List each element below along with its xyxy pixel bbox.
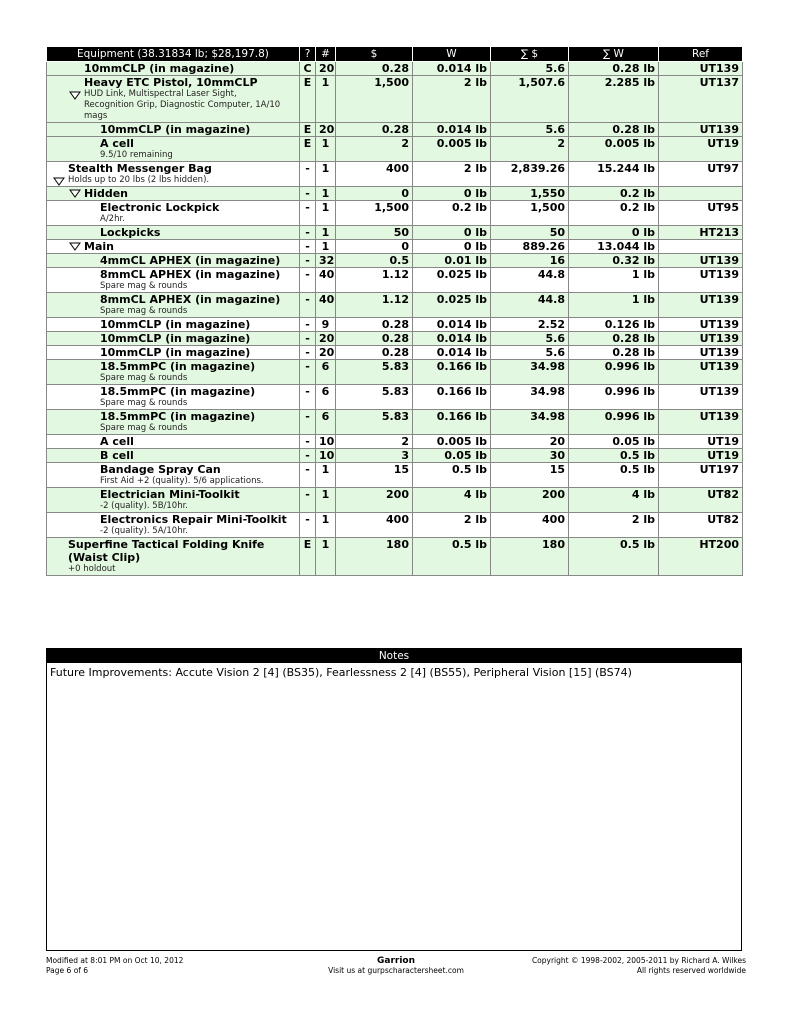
table-row[interactable] bbox=[47, 226, 743, 240]
item-weight: 0.005 lb bbox=[413, 435, 491, 449]
item-cost: 2 bbox=[336, 435, 413, 449]
item-reference bbox=[659, 240, 743, 254]
notes-header: Notes bbox=[47, 649, 741, 663]
item-weight: 0.05 lb bbox=[413, 449, 491, 463]
item-description-cell bbox=[47, 318, 300, 332]
item-notes: Spare mag & rounds bbox=[100, 398, 188, 408]
item-quantity: 1 bbox=[316, 463, 336, 488]
item-name: Electronics Repair Mini-Toolkit bbox=[100, 513, 287, 526]
item-extended-cost: 5.6 bbox=[491, 346, 569, 360]
col-header-quantity: # bbox=[316, 47, 336, 62]
item-weight: 0 lb bbox=[413, 240, 491, 254]
item-extended-cost: 5.6 bbox=[491, 62, 569, 76]
table-row[interactable] bbox=[47, 123, 743, 137]
item-name: A cell bbox=[100, 137, 134, 150]
item-extended-cost: 200 bbox=[491, 488, 569, 513]
item-extended-weight: 0.996 lb bbox=[569, 360, 659, 385]
item-quantity: 20 bbox=[316, 62, 336, 76]
item-notes: A/2hr. bbox=[100, 214, 125, 224]
item-description-cell bbox=[47, 137, 300, 162]
item-description-cell bbox=[47, 254, 300, 268]
item-weight: 0.166 lb bbox=[413, 410, 491, 435]
item-weight: 0 lb bbox=[413, 226, 491, 240]
item-extended-weight: 1 lb bbox=[569, 293, 659, 318]
item-description-cell bbox=[47, 410, 300, 435]
col-header-extended-weight: ∑ W bbox=[569, 47, 659, 62]
item-weight: 0.166 lb bbox=[413, 360, 491, 385]
item-cost: 1.12 bbox=[336, 293, 413, 318]
item-reference: UT139 bbox=[659, 346, 743, 360]
table-row[interactable] bbox=[47, 488, 743, 513]
item-extended-weight: 0.996 lb bbox=[569, 410, 659, 435]
item-extended-weight: 0.28 lb bbox=[569, 123, 659, 137]
item-weight: 0.014 lb bbox=[413, 346, 491, 360]
table-row[interactable] bbox=[47, 162, 743, 187]
item-extended-cost: 44.8 bbox=[491, 293, 569, 318]
item-notes: HUD Link, Multispectral Laser Sight, bbox=[84, 89, 237, 99]
item-description-cell bbox=[47, 449, 300, 463]
item-cost: 0.28 bbox=[336, 332, 413, 346]
item-cost: 1,500 bbox=[336, 201, 413, 226]
item-description-cell bbox=[47, 538, 300, 576]
item-notes: Holds up to 20 lbs (2 lbs hidden). bbox=[68, 175, 210, 185]
item-name: Main bbox=[84, 240, 114, 253]
item-reference: UT139 bbox=[659, 360, 743, 385]
item-location: - bbox=[300, 162, 316, 187]
item-extended-weight: 0 lb bbox=[569, 226, 659, 240]
item-description-cell bbox=[47, 62, 300, 76]
item-location: - bbox=[300, 435, 316, 449]
item-description-cell bbox=[47, 346, 300, 360]
item-location: - bbox=[300, 360, 316, 385]
item-extended-weight: 0.5 lb bbox=[569, 449, 659, 463]
item-notes: mags bbox=[84, 111, 108, 121]
item-extended-weight: 2 lb bbox=[569, 513, 659, 538]
table-row[interactable] bbox=[47, 538, 743, 576]
item-name: A cell bbox=[100, 435, 134, 448]
item-location: - bbox=[300, 187, 316, 201]
item-cost: 400 bbox=[336, 162, 413, 187]
table-row[interactable] bbox=[47, 240, 743, 254]
item-quantity: 1 bbox=[316, 201, 336, 226]
item-location: - bbox=[300, 254, 316, 268]
item-location: C bbox=[300, 62, 316, 76]
item-weight: 2 lb bbox=[413, 513, 491, 538]
table-row[interactable] bbox=[47, 76, 743, 123]
table-row[interactable] bbox=[47, 360, 743, 385]
item-name: 8mmCL APHEX (in magazine) bbox=[100, 268, 281, 281]
col-header-extended-cost: ∑ $ bbox=[491, 47, 569, 62]
table-row[interactable] bbox=[47, 513, 743, 538]
item-extended-cost: 1,550 bbox=[491, 187, 569, 201]
item-name: 10mmCLP (in magazine) bbox=[84, 62, 235, 75]
item-cost: 0.28 bbox=[336, 123, 413, 137]
item-extended-weight: 0.05 lb bbox=[569, 435, 659, 449]
item-extended-weight: 0.2 lb bbox=[569, 187, 659, 201]
item-description-cell bbox=[47, 187, 300, 201]
item-location: - bbox=[300, 226, 316, 240]
item-reference: UT82 bbox=[659, 513, 743, 538]
item-quantity: 20 bbox=[316, 346, 336, 360]
item-description-cell bbox=[47, 293, 300, 318]
item-name: Bandage Spray Can bbox=[100, 463, 221, 476]
table-row[interactable] bbox=[47, 346, 743, 360]
item-description-cell bbox=[47, 226, 300, 240]
disclosure-triangle-icon[interactable] bbox=[69, 91, 81, 100]
item-cost: 1,500 bbox=[336, 76, 413, 123]
item-extended-weight: 2.285 lb bbox=[569, 76, 659, 123]
item-cost: 400 bbox=[336, 513, 413, 538]
item-notes: Spare mag & rounds bbox=[100, 306, 188, 316]
item-weight: 0.014 lb bbox=[413, 318, 491, 332]
table-row[interactable] bbox=[47, 187, 743, 201]
item-extended-weight: 0.28 lb bbox=[569, 332, 659, 346]
item-location: E bbox=[300, 137, 316, 162]
item-location: - bbox=[300, 463, 316, 488]
table-row[interactable] bbox=[47, 293, 743, 318]
item-extended-cost: 34.98 bbox=[491, 360, 569, 385]
item-extended-weight: 15.244 lb bbox=[569, 162, 659, 187]
item-weight: 0.5 lb bbox=[413, 463, 491, 488]
item-quantity: 1 bbox=[316, 162, 336, 187]
item-location: - bbox=[300, 410, 316, 435]
item-extended-cost: 34.98 bbox=[491, 385, 569, 410]
item-location: E bbox=[300, 538, 316, 576]
col-header-location: ? bbox=[300, 47, 316, 62]
item-name: Lockpicks bbox=[100, 226, 161, 239]
item-notes: Spare mag & rounds bbox=[100, 373, 188, 383]
item-weight: 0.01 lb bbox=[413, 254, 491, 268]
item-quantity: 6 bbox=[316, 360, 336, 385]
item-cost: 5.83 bbox=[336, 410, 413, 435]
item-extended-weight: 0.126 lb bbox=[569, 318, 659, 332]
item-description-cell bbox=[47, 162, 300, 187]
item-cost: 0.28 bbox=[336, 346, 413, 360]
item-cost: 200 bbox=[336, 488, 413, 513]
item-name: Electrician Mini-Toolkit bbox=[100, 488, 240, 501]
notes-section bbox=[46, 648, 742, 951]
item-quantity: 32 bbox=[316, 254, 336, 268]
item-quantity: 20 bbox=[316, 123, 336, 137]
item-cost: 180 bbox=[336, 538, 413, 576]
item-name: 10mmCLP (in magazine) bbox=[100, 332, 251, 345]
item-quantity: 1 bbox=[316, 76, 336, 123]
item-description-cell bbox=[47, 123, 300, 137]
item-weight: 0.014 lb bbox=[413, 332, 491, 346]
item-description-cell bbox=[47, 332, 300, 346]
table-row[interactable] bbox=[47, 254, 743, 268]
item-description-cell bbox=[47, 435, 300, 449]
item-description-cell bbox=[47, 360, 300, 385]
item-extended-cost: 20 bbox=[491, 435, 569, 449]
item-extended-weight: 0.28 lb bbox=[569, 346, 659, 360]
item-quantity: 20 bbox=[316, 332, 336, 346]
equipment-section bbox=[46, 46, 742, 576]
page-number: Page 6 of 6 bbox=[46, 966, 89, 975]
item-cost: 15 bbox=[336, 463, 413, 488]
item-weight: 0.2 lb bbox=[413, 201, 491, 226]
item-name: B cell bbox=[100, 449, 134, 462]
item-location: - bbox=[300, 488, 316, 513]
item-location: - bbox=[300, 268, 316, 293]
table-row[interactable] bbox=[47, 137, 743, 162]
item-reference: UT19 bbox=[659, 435, 743, 449]
table-row[interactable] bbox=[47, 318, 743, 332]
item-extended-weight: 0.2 lb bbox=[569, 201, 659, 226]
item-extended-weight: 0.28 lb bbox=[569, 62, 659, 76]
item-quantity: 1 bbox=[316, 513, 336, 538]
item-name: 18.5mmPC (in magazine) bbox=[100, 410, 256, 423]
item-name: 18.5mmPC (in magazine) bbox=[100, 385, 256, 398]
table-row[interactable] bbox=[47, 435, 743, 449]
item-extended-weight: 4 lb bbox=[569, 488, 659, 513]
col-header-cost: $ bbox=[336, 47, 413, 62]
item-extended-cost: 400 bbox=[491, 513, 569, 538]
item-quantity: 10 bbox=[316, 435, 336, 449]
item-extended-cost: 2.52 bbox=[491, 318, 569, 332]
item-reference: UT197 bbox=[659, 463, 743, 488]
item-extended-cost: 16 bbox=[491, 254, 569, 268]
item-extended-cost: 50 bbox=[491, 226, 569, 240]
item-name: 10mmCLP (in magazine) bbox=[100, 346, 251, 359]
item-location: - bbox=[300, 240, 316, 254]
disclosure-triangle-icon[interactable] bbox=[69, 242, 81, 251]
item-reference: UT139 bbox=[659, 332, 743, 346]
item-extended-cost: 889.26 bbox=[491, 240, 569, 254]
item-description-cell bbox=[47, 463, 300, 488]
item-extended-weight: 0.996 lb bbox=[569, 385, 659, 410]
item-name: 4mmCL APHEX (in magazine) bbox=[100, 254, 281, 267]
item-extended-cost: 5.6 bbox=[491, 332, 569, 346]
item-extended-weight: 1 lb bbox=[569, 268, 659, 293]
item-location: - bbox=[300, 449, 316, 463]
item-description-cell bbox=[47, 513, 300, 538]
equipment-header-row bbox=[47, 47, 743, 62]
item-weight: 0.5 lb bbox=[413, 538, 491, 576]
item-name: 8mmCL APHEX (in magazine) bbox=[100, 293, 281, 306]
item-notes: +0 holdout bbox=[68, 564, 116, 574]
equipment-table bbox=[46, 46, 743, 576]
item-name: Stealth Messenger Bag bbox=[68, 162, 212, 175]
item-weight: 0.166 lb bbox=[413, 385, 491, 410]
item-weight: 0.025 lb bbox=[413, 268, 491, 293]
item-notes: -2 (quality). 5A/10hr. bbox=[100, 526, 188, 536]
item-cost: 50 bbox=[336, 226, 413, 240]
item-quantity: 1 bbox=[316, 226, 336, 240]
item-location: - bbox=[300, 346, 316, 360]
equipment-rows bbox=[47, 62, 743, 576]
item-extended-cost: 30 bbox=[491, 449, 569, 463]
col-header-weight: W bbox=[413, 47, 491, 62]
table-row[interactable] bbox=[47, 201, 743, 226]
item-name: Superfine Tactical Folding Knife (Waist Clip) bbox=[68, 538, 265, 564]
item-name: 10mmCLP (in magazine) bbox=[100, 123, 251, 136]
item-notes: Spare mag & rounds bbox=[100, 281, 188, 291]
item-description-cell bbox=[47, 201, 300, 226]
item-cost: 0.5 bbox=[336, 254, 413, 268]
rights-text: All rights reserved worldwide bbox=[636, 966, 746, 975]
item-cost: 5.83 bbox=[336, 360, 413, 385]
character-name: Garrion bbox=[376, 956, 415, 966]
item-cost: 0.28 bbox=[336, 62, 413, 76]
item-notes: First Aid +2 (quality). 5/6 applications. bbox=[100, 476, 264, 486]
item-reference: UT139 bbox=[659, 318, 743, 332]
item-description-cell bbox=[47, 76, 300, 123]
item-extended-weight: 0.005 lb bbox=[569, 137, 659, 162]
table-row[interactable] bbox=[47, 463, 743, 488]
item-cost: 2 bbox=[336, 137, 413, 162]
notes-text: Future Improvements: Accute Vision 2 [4] (BS35), Fearlessness 2 [4] (BS55), Peripheral Vision [15] (BS74) bbox=[50, 666, 632, 679]
item-quantity: 10 bbox=[316, 449, 336, 463]
item-quantity: 40 bbox=[316, 293, 336, 318]
item-extended-weight: 0.5 lb bbox=[569, 538, 659, 576]
item-weight: 0.005 lb bbox=[413, 137, 491, 162]
item-reference: UT82 bbox=[659, 488, 743, 513]
item-extended-cost: 1,500 bbox=[491, 201, 569, 226]
item-quantity: 9 bbox=[316, 318, 336, 332]
item-location: - bbox=[300, 201, 316, 226]
item-extended-cost: 1,507.6 bbox=[491, 76, 569, 123]
item-notes: -2 (quality). 5B/10hr. bbox=[100, 501, 189, 511]
item-reference: UT97 bbox=[659, 162, 743, 187]
item-weight: 0.025 lb bbox=[413, 293, 491, 318]
copyright-text: Copyright © 1998-2002, 2005-2011 by Richard A. Wilkes bbox=[531, 956, 746, 965]
item-reference: UT139 bbox=[659, 62, 743, 76]
item-reference: UT139 bbox=[659, 410, 743, 435]
item-cost: 0 bbox=[336, 240, 413, 254]
footer-right bbox=[532, 956, 746, 976]
item-name: Heavy ETC Pistol, 10mmCLP bbox=[84, 76, 258, 89]
disclosure-triangle-icon[interactable] bbox=[69, 189, 81, 198]
item-description-cell bbox=[47, 385, 300, 410]
item-reference: UT139 bbox=[659, 254, 743, 268]
item-extended-cost: 34.98 bbox=[491, 410, 569, 435]
item-reference: UT19 bbox=[659, 449, 743, 463]
item-reference bbox=[659, 187, 743, 201]
table-row[interactable] bbox=[47, 332, 743, 346]
item-quantity: 1 bbox=[316, 240, 336, 254]
item-quantity: 40 bbox=[316, 268, 336, 293]
item-cost: 3 bbox=[336, 449, 413, 463]
item-reference: UT139 bbox=[659, 385, 743, 410]
item-cost: 0 bbox=[336, 187, 413, 201]
item-notes: Recognition Grip, Diagnostic Computer, 1A/10 bbox=[84, 100, 281, 110]
item-extended-cost: 2 bbox=[491, 137, 569, 162]
item-weight: 0.014 lb bbox=[413, 123, 491, 137]
item-name: Hidden bbox=[84, 187, 129, 200]
item-extended-cost: 180 bbox=[491, 538, 569, 576]
item-name: 10mmCLP (in magazine) bbox=[100, 318, 251, 331]
item-location: - bbox=[300, 318, 316, 332]
item-quantity: 1 bbox=[316, 137, 336, 162]
item-reference: UT139 bbox=[659, 293, 743, 318]
item-description-cell bbox=[47, 488, 300, 513]
item-reference: HT200 bbox=[659, 538, 743, 576]
item-notes: Spare mag & rounds bbox=[100, 423, 188, 433]
col-header-equipment: Equipment (38.31834 lb; $28,197.8) bbox=[47, 47, 300, 62]
item-reference: HT213 bbox=[659, 226, 743, 240]
item-cost: 5.83 bbox=[336, 385, 413, 410]
item-weight: 2 lb bbox=[413, 162, 491, 187]
table-row[interactable] bbox=[47, 62, 743, 76]
item-reference: UT139 bbox=[659, 123, 743, 137]
item-location: - bbox=[300, 385, 316, 410]
item-extended-cost: 2,839.26 bbox=[491, 162, 569, 187]
item-cost: 1.12 bbox=[336, 268, 413, 293]
item-extended-weight: 13.044 lb bbox=[569, 240, 659, 254]
item-extended-cost: 5.6 bbox=[491, 123, 569, 137]
item-extended-cost: 15 bbox=[491, 463, 569, 488]
disclosure-triangle-icon[interactable] bbox=[53, 177, 65, 186]
item-weight: 0 lb bbox=[413, 187, 491, 201]
item-location: - bbox=[300, 293, 316, 318]
item-reference: UT139 bbox=[659, 268, 743, 293]
item-reference: UT95 bbox=[659, 201, 743, 226]
item-description-cell bbox=[47, 240, 300, 254]
item-location: - bbox=[300, 332, 316, 346]
item-location: E bbox=[300, 123, 316, 137]
item-description-cell bbox=[47, 268, 300, 293]
item-extended-weight: 0.32 lb bbox=[569, 254, 659, 268]
item-quantity: 1 bbox=[316, 187, 336, 201]
item-name: Electronic Lockpick bbox=[100, 201, 220, 214]
item-weight: 0.014 lb bbox=[413, 62, 491, 76]
item-location: E bbox=[300, 76, 316, 123]
item-quantity: 1 bbox=[316, 538, 336, 576]
website-link[interactable]: Visit us at gurpscharactersheet.com bbox=[328, 966, 464, 975]
table-row[interactable] bbox=[47, 449, 743, 463]
item-extended-cost: 44.8 bbox=[491, 268, 569, 293]
item-notes: 9.5/10 remaining bbox=[100, 150, 173, 160]
item-weight: 2 lb bbox=[413, 76, 491, 123]
item-extended-weight: 0.5 lb bbox=[569, 463, 659, 488]
item-quantity: 6 bbox=[316, 410, 336, 435]
table-row[interactable] bbox=[47, 385, 743, 410]
item-weight: 4 lb bbox=[413, 488, 491, 513]
item-reference: UT19 bbox=[659, 137, 743, 162]
col-header-reference: Ref bbox=[659, 47, 743, 62]
item-quantity: 1 bbox=[316, 488, 336, 513]
modified-timestamp: Modified at 8:01 PM on Oct 10, 2012 bbox=[46, 956, 184, 965]
table-row[interactable] bbox=[47, 268, 743, 293]
item-name: 18.5mmPC (in magazine) bbox=[100, 360, 256, 373]
item-cost: 0.28 bbox=[336, 318, 413, 332]
item-location: - bbox=[300, 513, 316, 538]
table-row[interactable] bbox=[47, 410, 743, 435]
item-quantity: 6 bbox=[316, 385, 336, 410]
item-reference: UT137 bbox=[659, 76, 743, 123]
